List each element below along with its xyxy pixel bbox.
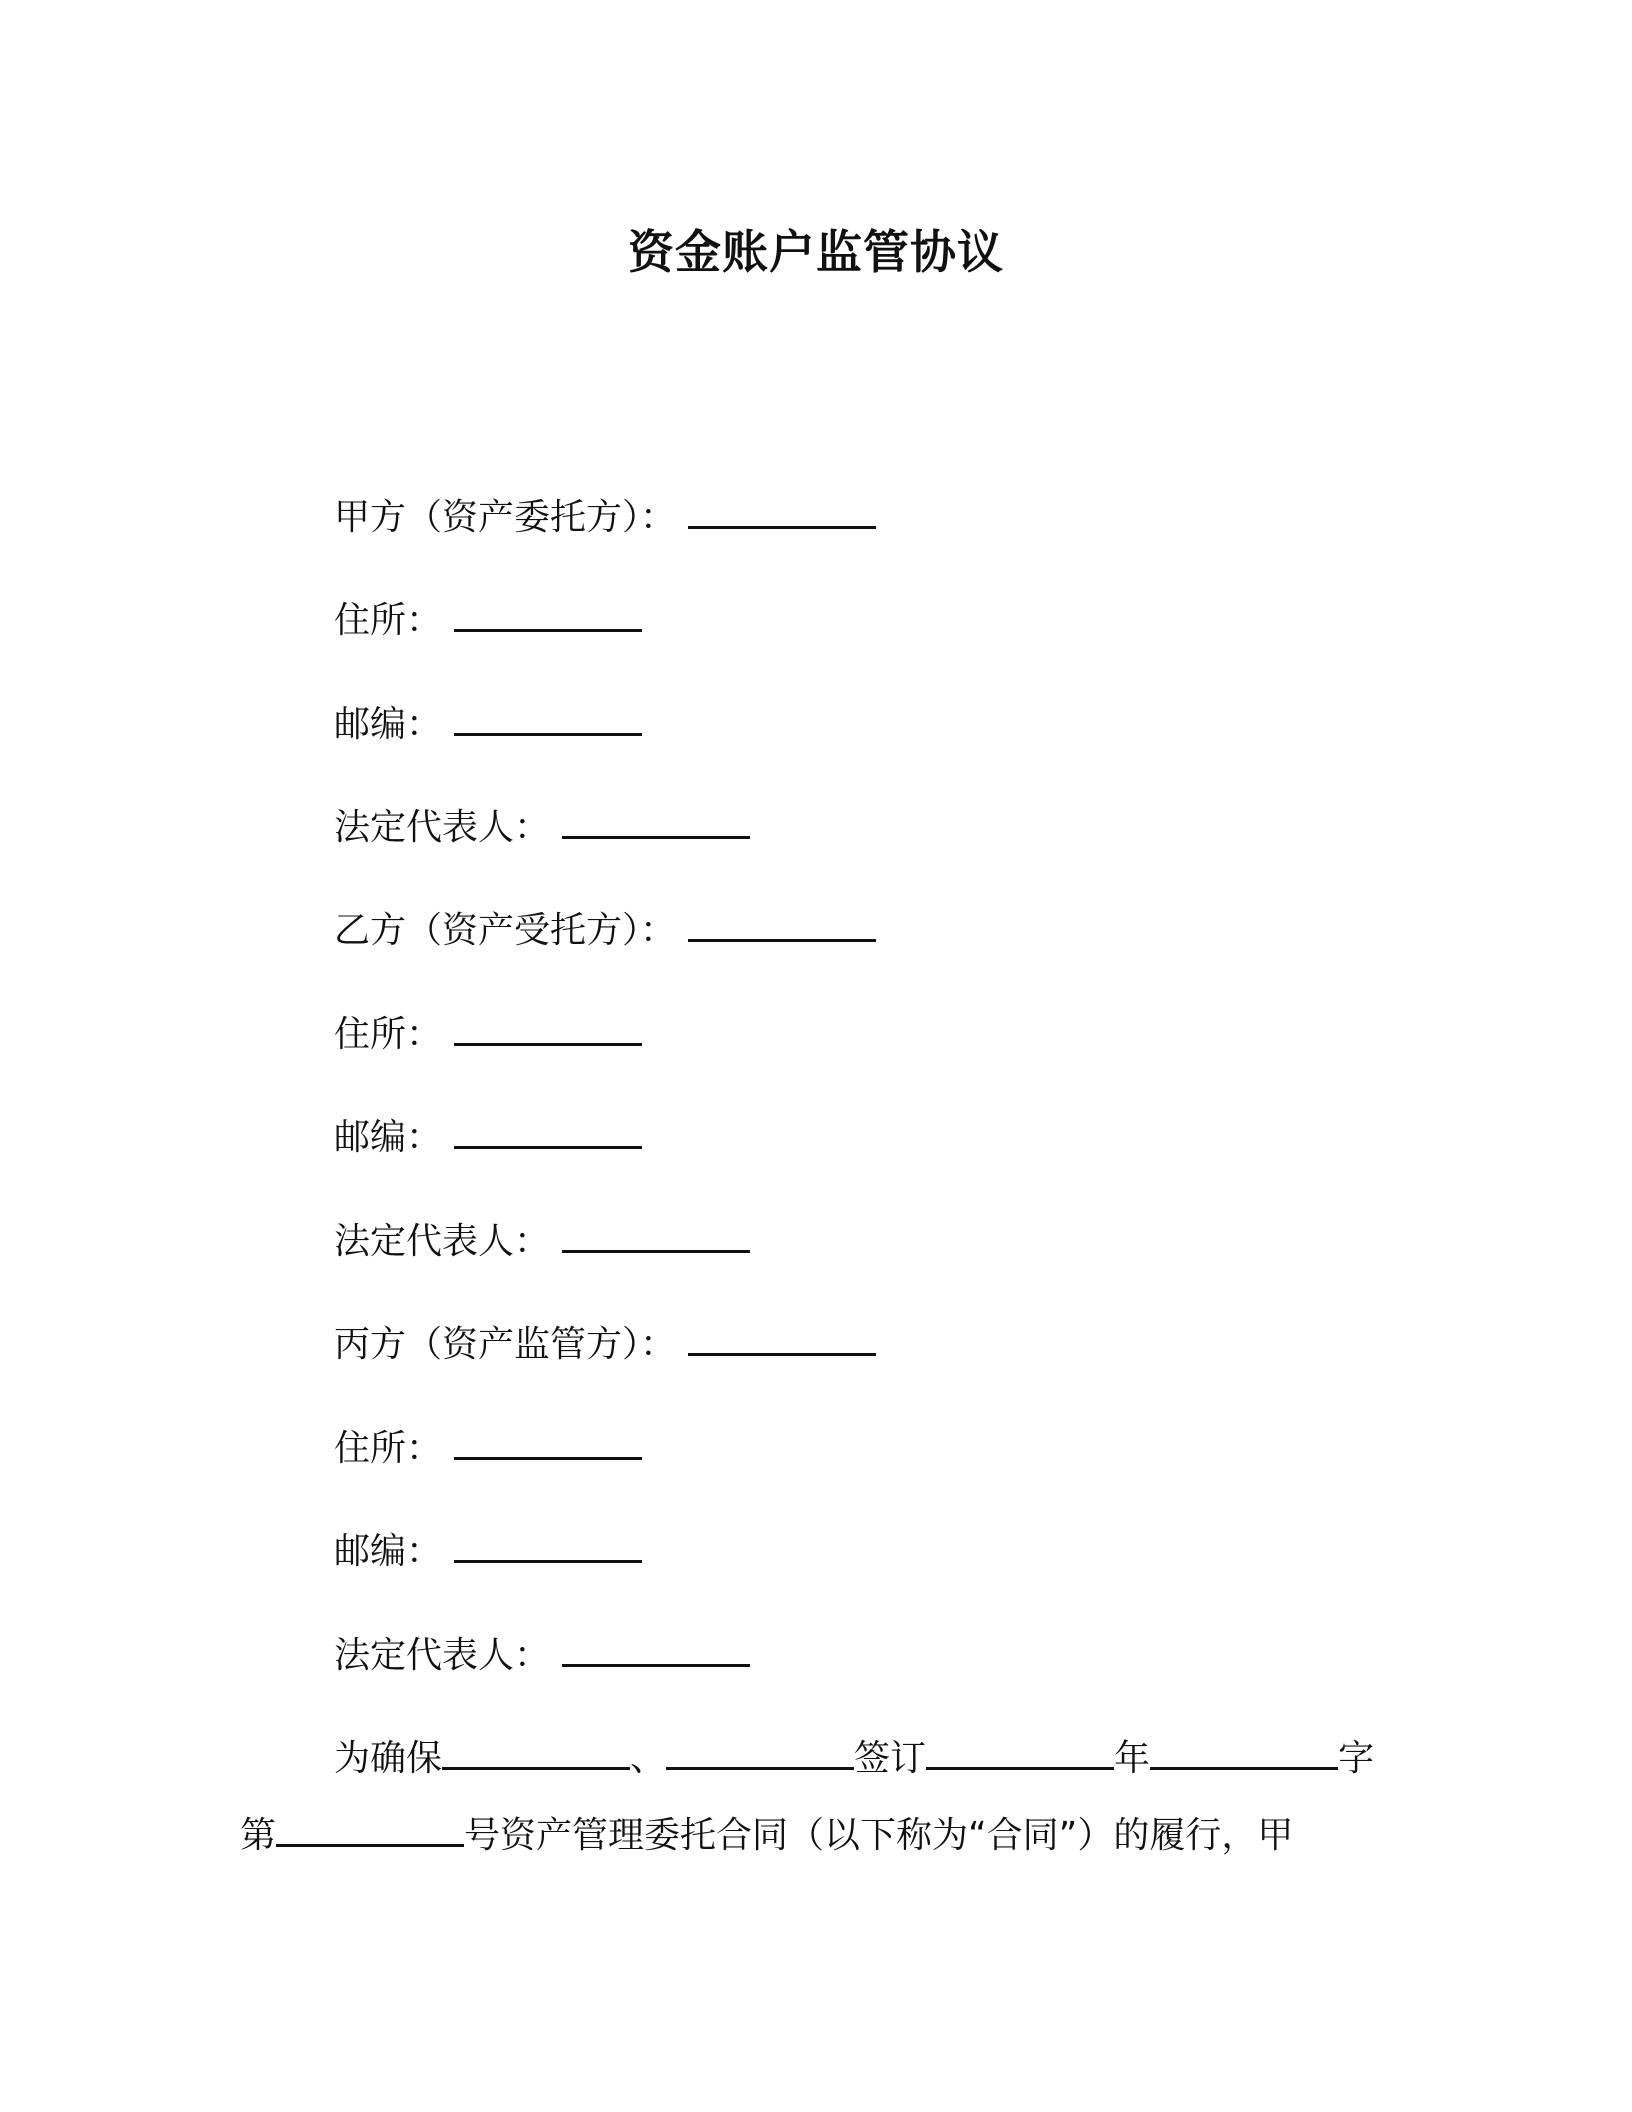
body-line1-seg3: 签订 — [854, 1738, 927, 1779]
party-c-line — [334, 1320, 876, 1370]
party-a-rep-blank[interactable] — [562, 828, 750, 839]
party-a-address-line — [334, 596, 642, 646]
party-a-postcode-label: 邮编： — [334, 704, 443, 745]
body-line1-seg2: 、 — [630, 1738, 667, 1779]
body-line1-seg5: 字 — [1338, 1738, 1375, 1779]
party-c-blank[interactable] — [688, 1345, 876, 1356]
party-c-address-blank[interactable] — [454, 1449, 642, 1460]
party-c-postcode-label: 邮编： — [334, 1531, 443, 1572]
body-blank-1[interactable] — [442, 1759, 630, 1770]
party-b-rep-line — [334, 1217, 750, 1267]
party-a-address-label: 住所： — [334, 600, 443, 641]
party-b-address-blank[interactable] — [454, 1035, 642, 1046]
party-b-label: 乙方（资产受托方）： — [334, 910, 677, 951]
party-c-address-label: 住所： — [334, 1428, 443, 1469]
body-line-2 — [240, 1811, 1293, 1861]
body-line1-seg1: 为确保 — [334, 1738, 443, 1779]
party-c-postcode-line — [334, 1527, 642, 1577]
party-b-rep-blank[interactable] — [562, 1242, 750, 1253]
party-c-postcode-blank[interactable] — [454, 1552, 642, 1563]
party-c-label: 丙方（资产监管方）： — [334, 1324, 677, 1365]
party-c-rep-line — [334, 1631, 750, 1681]
body-blank-2[interactable] — [666, 1759, 854, 1770]
party-b-postcode-line — [334, 1113, 642, 1163]
party-a-rep-label: 法定代表人： — [334, 807, 551, 848]
party-b-address-label: 住所： — [334, 1014, 443, 1055]
party-a-postcode-blank[interactable] — [454, 725, 642, 736]
party-b-postcode-label: 邮编： — [334, 1117, 443, 1158]
body-line2-seg1: 第 — [240, 1815, 277, 1856]
body-line-1 — [334, 1734, 1374, 1784]
party-a-postcode-line — [334, 700, 642, 750]
party-b-postcode-blank[interactable] — [454, 1138, 642, 1149]
party-c-rep-blank[interactable] — [562, 1656, 750, 1667]
party-a-line — [334, 493, 876, 543]
party-b-address-line — [334, 1010, 642, 1060]
party-a-rep-line — [334, 803, 750, 853]
party-b-rep-label: 法定代表人： — [334, 1221, 551, 1262]
body-blank-3[interactable] — [926, 1759, 1114, 1770]
body-blank-4[interactable] — [1150, 1759, 1338, 1770]
party-a-address-blank[interactable] — [454, 621, 642, 632]
body-blank-5[interactable] — [276, 1836, 464, 1847]
party-a-blank[interactable] — [688, 518, 876, 529]
party-b-blank[interactable] — [688, 931, 876, 942]
party-a-label: 甲方（资产委托方）： — [334, 497, 677, 538]
body-line1-seg4: 年 — [1114, 1738, 1151, 1779]
party-c-address-line — [334, 1424, 642, 1474]
party-c-rep-label: 法定代表人： — [334, 1635, 551, 1676]
party-b-line — [334, 906, 876, 956]
body-line2-seg2: 号资产管理委托合同（以下称为“合同”）的履行，甲 — [464, 1815, 1294, 1856]
document-title: 资金账户监管协议 — [628, 225, 1004, 279]
